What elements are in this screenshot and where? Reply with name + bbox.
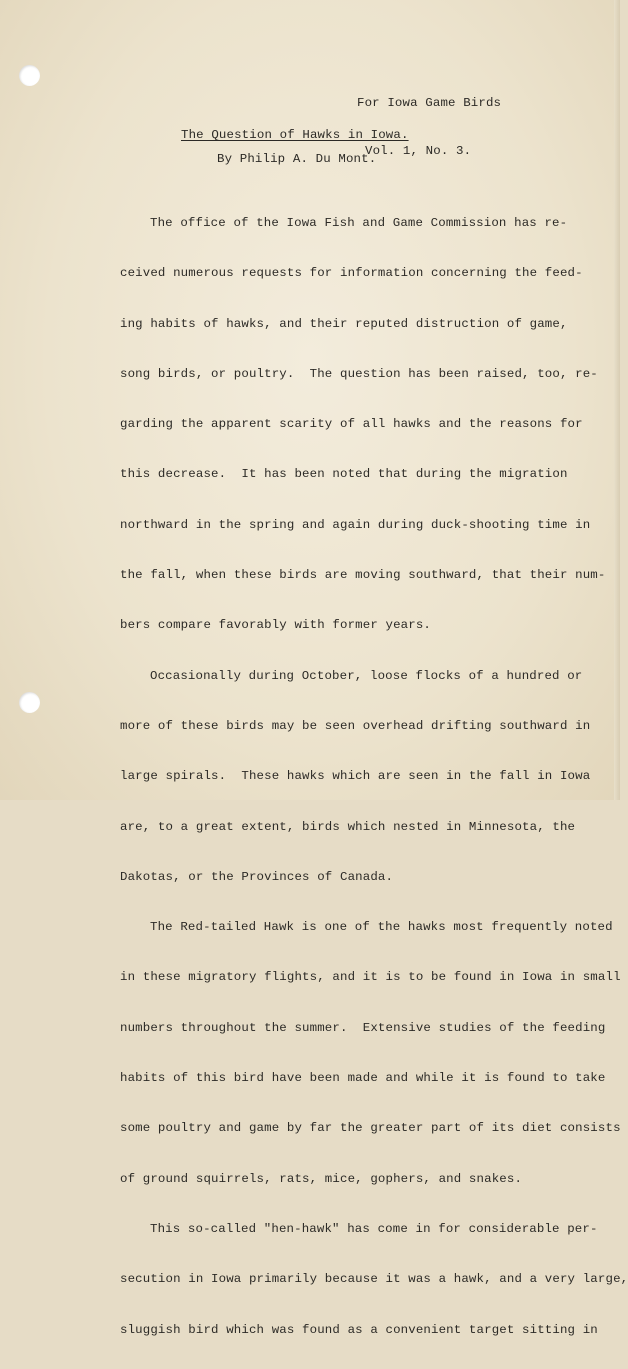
paragraph-line: numbers throughout the summer. Extensive studies of the feeding	[120, 1020, 606, 1035]
paragraph-line: song birds, or poultry. The question has been raised, too, re-	[120, 366, 598, 381]
paragraph-line: Dakotas, or the Provinces of Canada.	[120, 869, 394, 884]
paragraph-line: sluggish bird which was found as a convenient target sitting in	[120, 1322, 598, 1337]
paragraph-line: of ground squirrels, rats, mice, gophers, and snakes.	[120, 1171, 523, 1186]
article-title: The Question of Hawks in Iowa.	[181, 128, 409, 142]
paragraph-line: ing habits of hawks, and their reputed distruction of game,	[120, 316, 568, 331]
paragraph-line: some poultry and game by far the greater part of its diet consists	[120, 1121, 621, 1136]
paragraph-line: bers compare favorably with former years.	[120, 618, 432, 633]
publication-header	[357, 63, 501, 191]
paragraph-line: ceived numerous requests for information concerning the feed-	[120, 266, 583, 281]
paragraph-line: secution in Iowa primarily because it was a hawk, and a very large,	[120, 1272, 628, 1287]
header-publication: For Iowa Game Birds	[357, 96, 502, 110]
punch-hole	[19, 692, 40, 713]
paragraph-line: this decrease. It has been noted that during the migration	[120, 467, 568, 482]
paragraph-line: habits of this bird have been made and while it is found to take	[120, 1071, 606, 1086]
paragraph-line: in these migratory flights, and it is to be found in Iowa in small	[120, 970, 621, 985]
article-body	[120, 184, 628, 1369]
paragraph-line: This so-called "hen-hawk" has come in for considerable per-	[150, 1221, 598, 1236]
punch-hole	[19, 65, 40, 86]
paragraph-line: garding the apparent scarity of all hawks and the reasons for	[120, 417, 583, 432]
paragraph-line: Occasionally during October, loose flocks of a hundred or	[150, 668, 583, 683]
paragraph-line: northward in the spring and again during duck-shooting time in	[120, 517, 591, 532]
paragraph-line: more of these birds may be seen overhead drifting southward in	[120, 718, 591, 733]
paragraph-line: are, to a great extent, birds which nested in Minnesota, the	[120, 819, 576, 834]
header-volume: Vol. 1, No. 3.	[365, 144, 472, 158]
paragraph-line: large spirals. These hawks which are seen in the fall in Iowa	[120, 769, 591, 784]
article-byline: By Philip A. Du Mont.	[217, 152, 377, 166]
paragraph-line: The office of the Iowa Fish and Game Commission has re-	[150, 216, 568, 230]
paragraph-line: the fall, when these birds are moving southward, that their num-	[120, 568, 606, 583]
paragraph-line: The Red-tailed Hawk is one of the hawks most frequently noted	[150, 920, 613, 935]
